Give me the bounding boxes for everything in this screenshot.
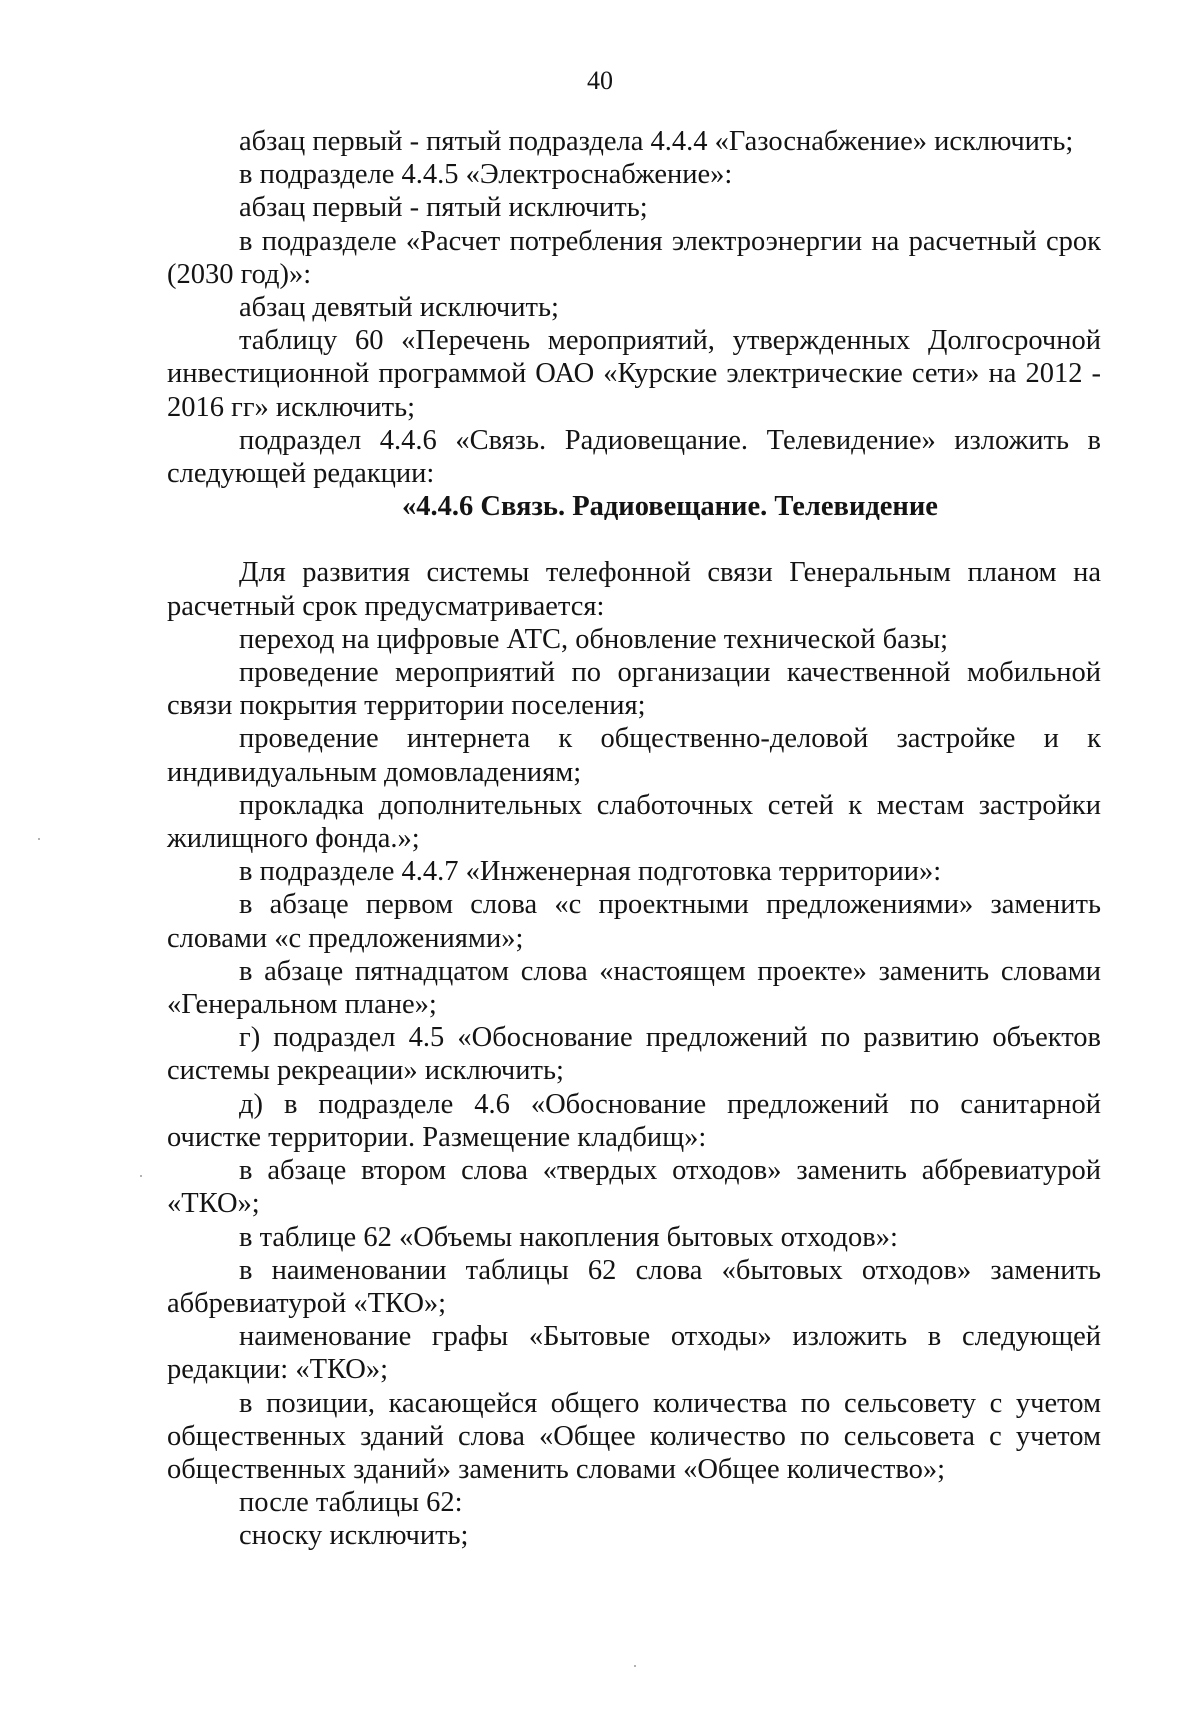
paragraph: д) в подразделе 4.6 «Обоснование предложений по санитарной очистке территории. Размещение кладбищ»: [167, 1088, 1101, 1153]
paragraph: сноску исключить; [239, 1520, 469, 1552]
paragraph: проведение мероприятий по организации качественной мобильной связи покрытия территории поселения; [167, 657, 1101, 722]
paragraph: абзац первый - пятый исключить; [239, 192, 648, 224]
section-heading: «4.4.6 Связь. Радиовещание. Телевидение [402, 491, 938, 523]
document-body [167, 125, 1101, 1553]
paragraph: подраздел 4.4.6 «Связь. Радиовещание. Телевидение» изложить в следующей редакции: [167, 424, 1101, 490]
page-number: 40 [587, 66, 613, 95]
paragraph: абзац первый - пятый подраздела 4.4.4 «Газоснабжение» исключить; [239, 126, 1074, 157]
paragraph: наименование графы «Бытовые отходы» изложить в следующей редакции: «ТКО»; [167, 1321, 1101, 1386]
paragraph: проведение интернета к общественно-деловой застройке и к индивидуальным домовладениям; [167, 723, 1101, 788]
paragraph: в наименовании таблицы 62 слова «бытовых отходов» заменить аббревиатурой «ТКО»; [167, 1254, 1101, 1319]
paragraph: абзац девятый исключить; [239, 292, 559, 324]
paragraph: в абзаце пятнадцатом слова «настоящем проекте» заменить словами «Генеральном плане»; [167, 955, 1101, 1021]
paragraph: в подразделе «Расчет потребления электроэнергии на расчетный срок (2030 год)»: [167, 225, 1101, 290]
paragraph: г) подраздел 4.5 «Обоснование предложений по развитию объектов системы рекреации» исключить; [167, 1022, 1101, 1087]
paragraph: в абзаце втором слова «твердых отходов» заменить аббревиатурой «ТКО»; [167, 1155, 1101, 1220]
paragraph: в таблице 62 «Объемы накопления бытовых отходов»: [239, 1221, 898, 1253]
paragraph: в подразделе 4.4.7 «Инженерная подготовка территории»: [239, 856, 942, 888]
paragraph: таблицу 60 «Перечень мероприятий, утвержденных Долгосрочной инвестиционной программой ОАО «Курские электрические сети» на 2012 - 2016 гг» исключить; [167, 325, 1101, 423]
paragraph: в абзаце первом слова «с проектными предложениями» заменить словами «с предложениями»; [167, 889, 1101, 954]
paragraph: в подразделе 4.4.5 «Электроснабжение»: [239, 159, 733, 191]
paragraph: в позиции, касающейся общего количества по сельсовету с учетом общественных зданий слова «Общее количество по сельсовета с учетом общественных зданий» заменить словами «Общее количество»; [167, 1387, 1101, 1485]
paragraph: после таблицы 62: [239, 1487, 463, 1519]
scan-speck [140, 1175, 142, 1177]
scan-speck [634, 1665, 636, 1667]
scan-speck [38, 838, 40, 840]
paragraph: Для развития системы телефонной связи Генеральным планом на расчетный срок предусматривается: [167, 557, 1101, 622]
paragraph: прокладка дополнительных слаботочных сетей к местам застройки жилищного фонда.»; [167, 789, 1101, 855]
paragraph: переход на цифровые АТС, обновление технической базы; [239, 623, 949, 655]
